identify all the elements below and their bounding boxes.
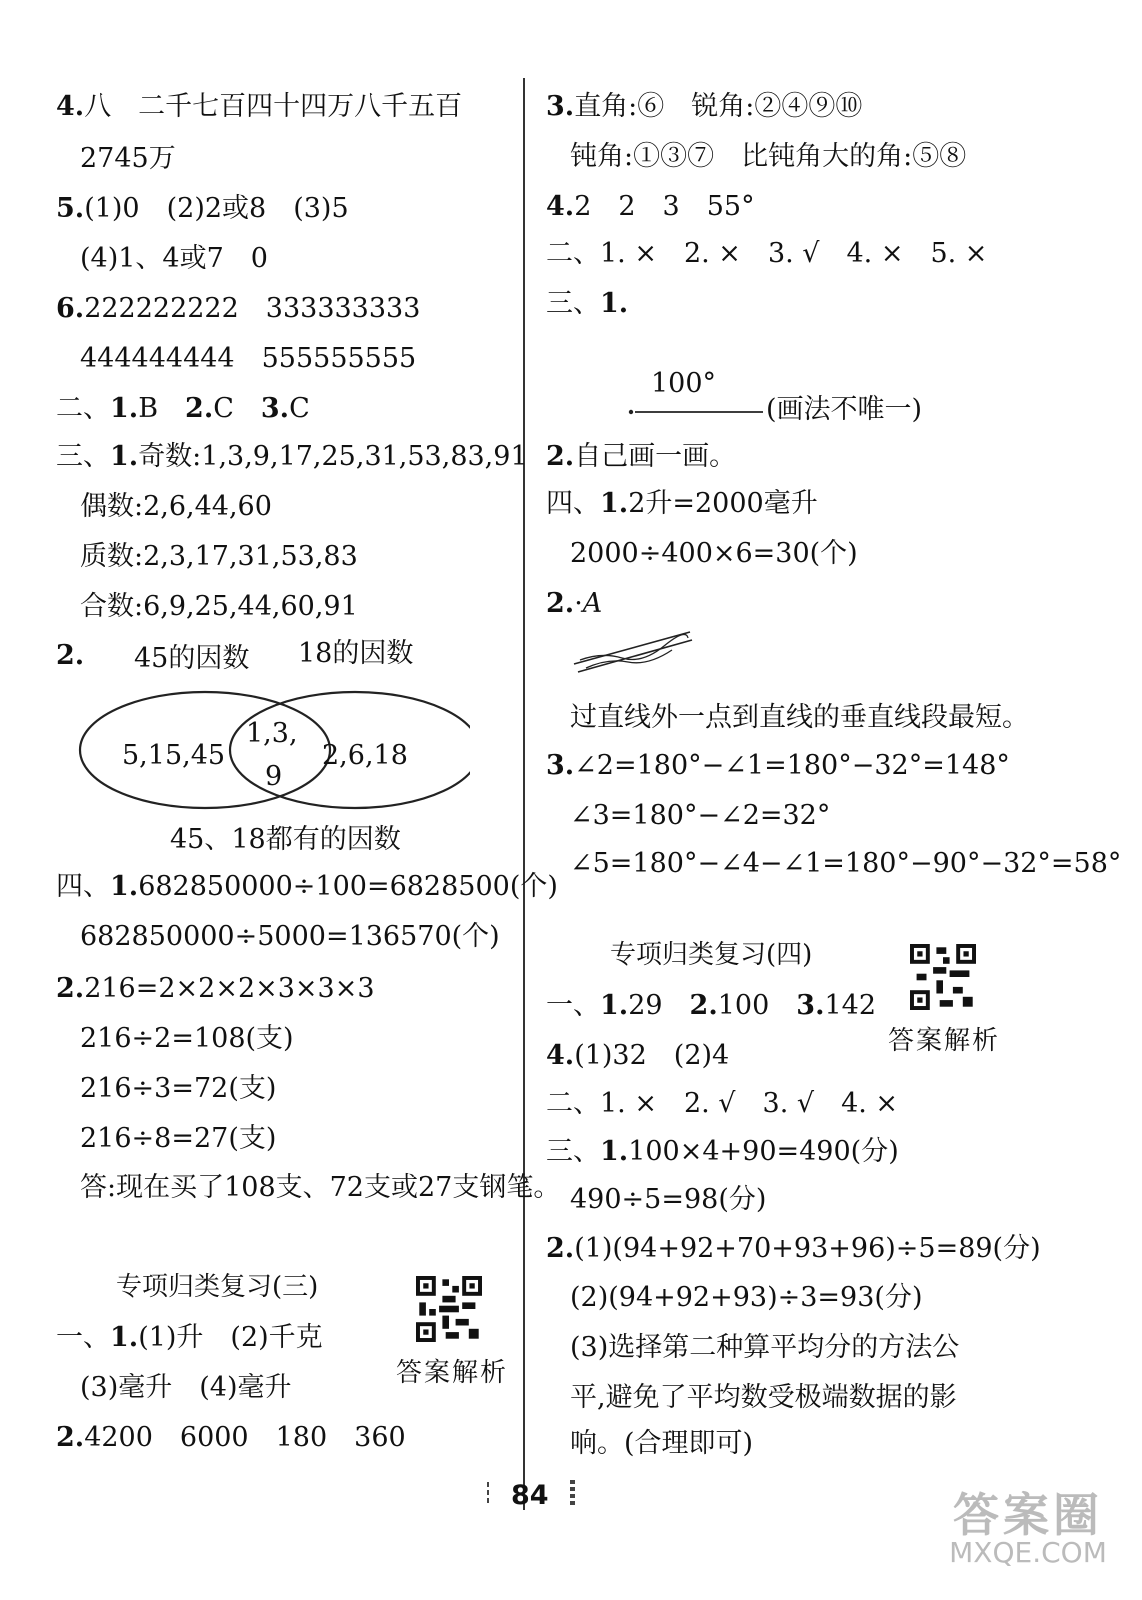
r-section4-calc-1-cont: 490÷5=98(分) [570,1184,767,1215]
section3-answer-2: 2.4200 6000 180 360 [56,1422,406,1453]
r-section4-calc-2b: (2)(94+92+93)÷3=93(分) [570,1282,923,1313]
r-answer-3-angles: 3.∠2=180°−∠1=180°−32°=148° [546,750,1010,781]
watermark-url: MXQE.COM [949,1536,1107,1569]
venn-common-bottom: 9 [265,761,283,792]
venn-label-left: 45的因数 [134,643,250,674]
section-4-answer-2: 2.216=2×2×2×3×3×3 [56,973,375,1004]
r-section-4-answer-1: 四、1.2升=2000毫升 [546,488,818,519]
angle-drawing [625,398,765,418]
r-explanation-1: (3)选择第二种算平均分的方法公 [570,1332,960,1363]
venn-common-top: 1,3, [246,718,298,749]
section3-answer-1: 一、1.(1)升 (2)千克 [56,1322,323,1353]
r-section4-answer-1: 一、1.29 2.100 3.142 [546,990,877,1021]
r-answer-4: 4.2 2 3 55° [546,191,755,222]
answer-5: 5.(1)0 (2)2或8 (3)5 [56,193,349,224]
r-answer-3-cont: 钝角:①③⑦ 比钝角大的角:⑤⑧ [570,141,967,172]
river-diagram [572,628,694,678]
odd-numbers: 三、1.奇数:1,3,9,17,25,31,53,83,91 [56,441,528,472]
watermark-logo: 答案圈 [953,1488,1103,1542]
venn-label-bottom: 45、18都有的因数 [170,824,401,855]
r-answer-3: 3.直角:⑥ 锐角:②④⑨⑩ [546,91,863,122]
column-divider [523,78,525,1510]
r-explanation-3: 响。(合理即可) [570,1428,754,1459]
section-title-4: 专项归类复习(四) [610,940,813,970]
r-conclusion: 过直线外一点到直线的垂直线段最短。 [570,702,1029,733]
qr-code-icon [910,944,976,1010]
r-section-3-answer-1: 三、1. [546,288,629,319]
section-4-answer-1: 四、1.682850000÷100=6828500(个) [56,871,558,902]
section-4-answer-1-cont: 682850000÷5000=136570(个) [80,921,500,952]
qr-caption-3: 答案解析 [396,1358,509,1388]
r-section4-calc-1: 三、1.100×4+90=490(分) [546,1136,899,1167]
venn-right-only: 2,6,18 [322,740,408,771]
watermark [928,1488,1128,1569]
calc-2: 216÷3=72(支) [80,1073,277,1104]
r-section4-judgments: 二、1. × 2. √ 3. √ 4. × [546,1088,899,1119]
qr-code-icon [416,1276,482,1342]
r-answer-2: 2.自己画一画。 [546,441,737,472]
venn-number: 2. [56,640,85,671]
answer-6-cont: 444444444 555555555 [80,343,417,374]
angle-label: 100° [651,368,717,399]
r-section-2-judgments: 二、1. × 2. × 3. √ 4. × 5. × [546,238,988,269]
answer-5-cont: (4)1、4或7 0 [80,243,268,274]
venn-left-only: 5,15,45 [122,740,226,771]
page-number: 84 [511,1480,549,1511]
section-2-answers: 二、1.B 2.C 3.C [56,393,310,424]
r-explanation-2: 平,避免了平均数受极端数据的影 [570,1382,957,1413]
r-section4-calc-2: 2.(1)(94+92+70+93+96)÷5=89(分) [546,1233,1041,1264]
answer-6: 6.222222222 333333333 [56,293,421,324]
r-section4-answer-4: 4.(1)32 (2)4 [546,1040,730,1071]
r-angle-3: ∠3=180°−∠2=32° [570,800,831,831]
page-ornament-left [482,1478,496,1508]
answer-4: 4.八 二千七百四十四万八千五百 [56,91,463,122]
final-answer: 答:现在买了108支、72支或27支钢笔。 [80,1172,561,1203]
qr-caption-4: 答案解析 [888,1026,1001,1056]
angle-note: (画法不唯一) [766,394,923,425]
angle-vertex [629,410,633,414]
r-section-4-answer-2: 2.·A [546,588,603,619]
r-section-4-answer-1-cont: 2000÷400×6=30(个) [570,538,858,569]
page-ornament-right [566,1478,580,1508]
calc-1: 216÷2=108(支) [80,1023,294,1054]
section3-answer-1-cont: (3)毫升 (4)毫升 [80,1372,292,1403]
section-title-3: 专项归类复习(三) [116,1272,319,1302]
calc-3: 216÷8=27(支) [80,1123,277,1154]
prime-numbers: 质数:2,3,17,31,53,83 [80,541,358,572]
venn-label-right: 18的因数 [298,638,414,669]
answer-4-cont: 2745万 [80,143,176,174]
r-angle-5: ∠5=180°−∠4−∠1=180°−90°−32°=58° [570,848,1122,879]
even-numbers: 偶数:2,6,44,60 [80,491,272,522]
composite-numbers: 合数:6,9,25,44,60,91 [80,591,358,622]
